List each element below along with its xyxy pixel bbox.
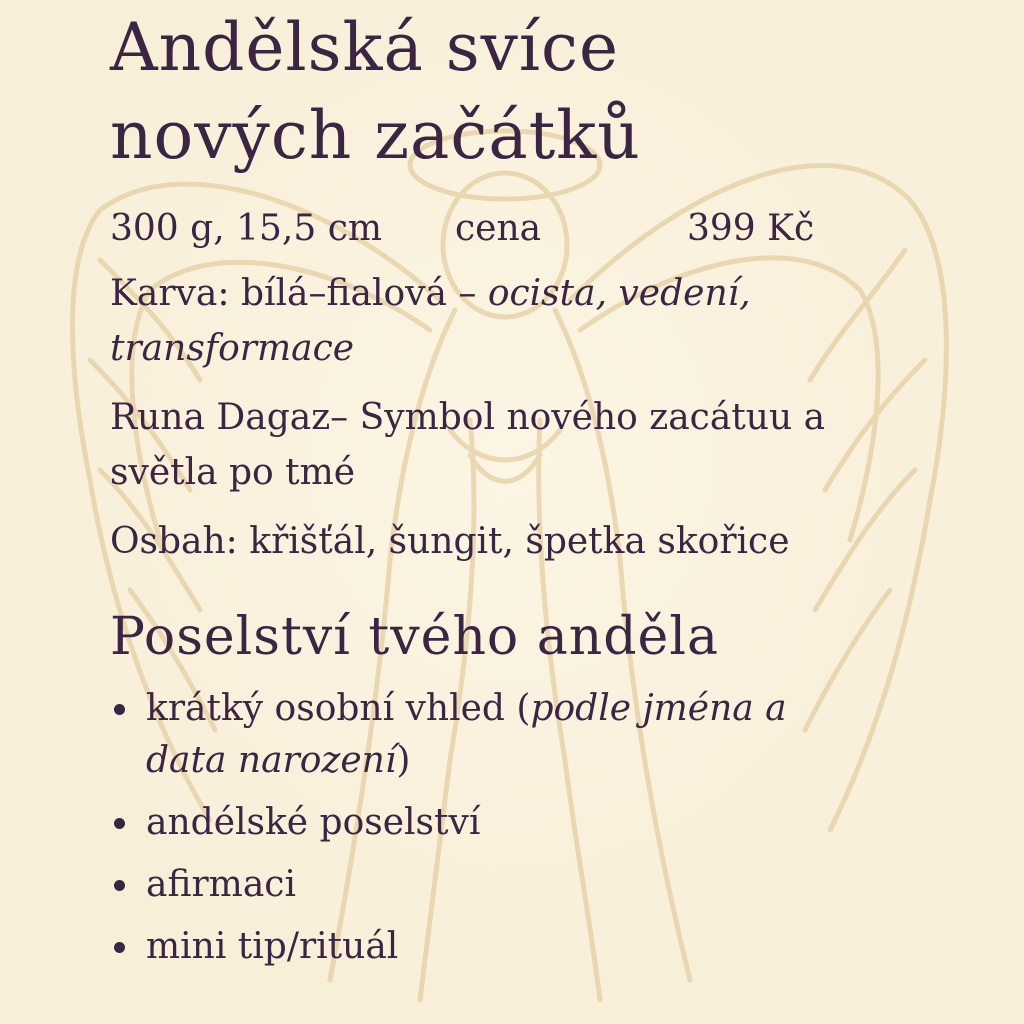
price-label: cena xyxy=(455,208,542,249)
color-prefix: Karva: bílá–fialová – xyxy=(110,273,488,314)
contents-text: Osbah: křišťál, šungit, špetka skořice xyxy=(110,521,790,562)
spec-row xyxy=(110,206,990,252)
content-column xyxy=(110,0,990,983)
title-line-2: nových začátků xyxy=(110,97,641,174)
bullet-icon xyxy=(114,818,125,829)
color-description xyxy=(110,266,890,376)
bullet-icon xyxy=(114,942,125,953)
item3-text: afirmaci xyxy=(146,864,296,905)
item4-text: mini tip/rituál xyxy=(146,926,399,967)
bullet-icon xyxy=(114,704,125,715)
message-heading: Poselství tvého anděla xyxy=(110,607,719,667)
rune-text: Runa Dagaz– Symbol nového zacátuu a světla po tmé xyxy=(110,397,826,493)
list-item xyxy=(110,797,810,849)
price-value: 399 Kč xyxy=(687,208,815,249)
title-line-1: Andělská svíce xyxy=(110,9,620,86)
color-meaning: ocista, vedení, transformace xyxy=(110,273,751,369)
product-title xyxy=(110,0,990,180)
contents-description xyxy=(110,514,890,569)
list-item xyxy=(110,921,810,973)
bullet-icon xyxy=(114,880,125,891)
message-list xyxy=(110,683,810,973)
list-item xyxy=(110,683,810,787)
rune-description xyxy=(110,390,890,500)
item1-prefix: krátký osobní vhled ( xyxy=(146,688,531,729)
list-item xyxy=(110,859,810,911)
item1-suffix: ) xyxy=(396,740,411,781)
weight-size-text: 300 g, 15,5 cm xyxy=(110,208,382,249)
item1-italic: podle jména a data narození xyxy=(146,688,787,781)
item2-text: andélské poselství xyxy=(146,802,481,843)
